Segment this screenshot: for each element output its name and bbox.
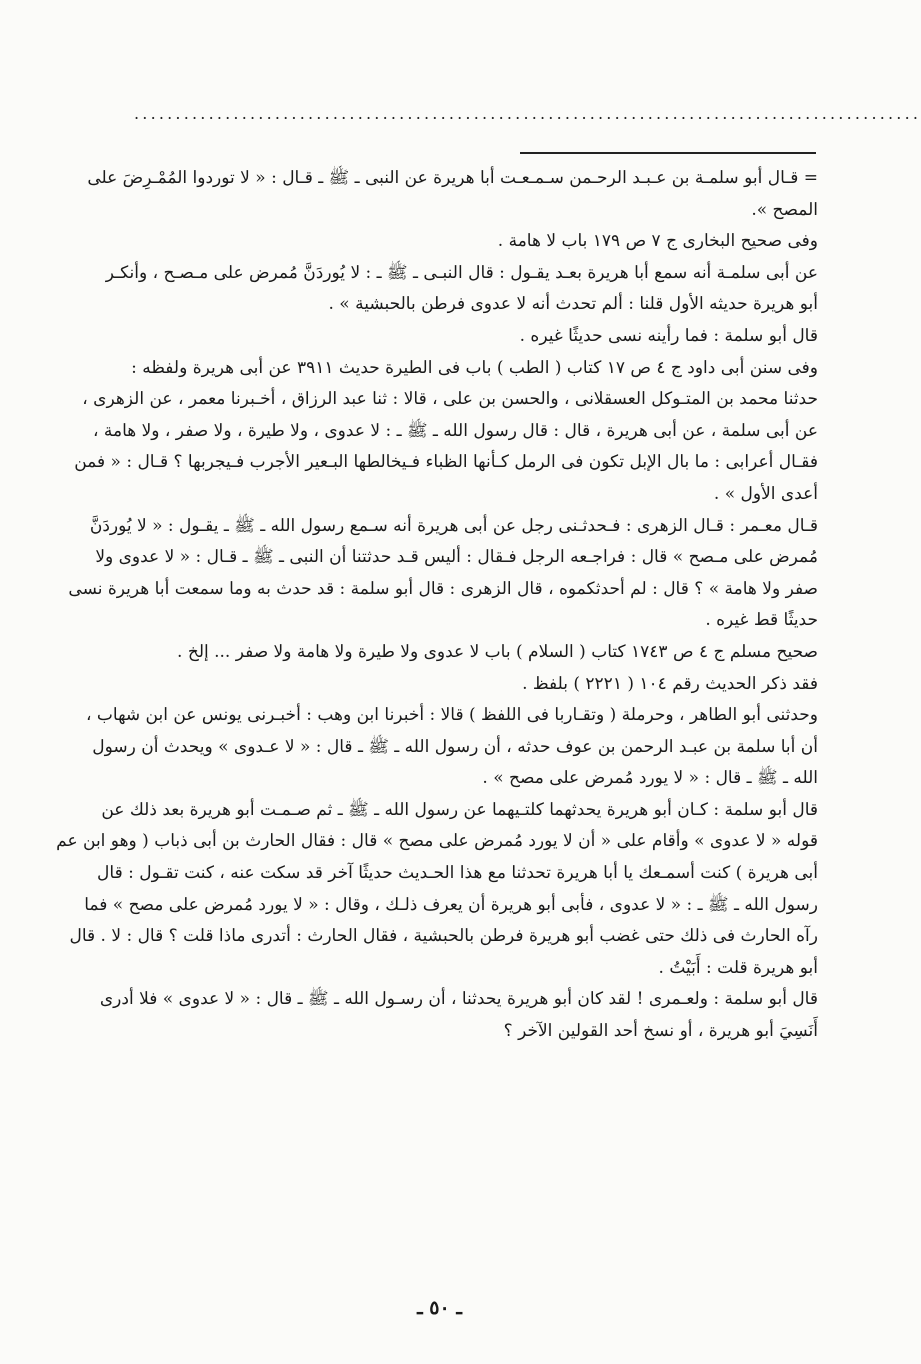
text-line: عن أبى سلمة ، عن أبى هريرة ، قال : قال رسول الله ـ ﷺ ـ : لا عدوى ، ولا طيرة ، ولا صفر ، ولا هامة ، <box>92 420 818 441</box>
text-line: مُمرض على مـصح » قال : فراجـعه الرجل فـقال : أليس قـد حدثتنا أن النبى ـ ﷺ ـ قـال : « لا عدوى ولا <box>95 547 818 568</box>
text-line: قال أبو سلمة : فما رأينه نسى حديثًا غيره . <box>519 325 818 346</box>
text-line: وحدثنى أبو الطاهر ، وحرملة ( وتقـاربا فى اللفظ ) قالا : أخبرنا ابن وهب : أخبـرنى يونس عن ابن شهاب ، <box>86 705 818 726</box>
text-line: فقـال أعرابى : ما بال الإبل تكون فى الرمل كـأنها الظباء فـيخالطها البـعير الأجرب فـيجربها ؟ قـال : « فمن <box>74 452 818 473</box>
text-line: المصح ». <box>751 199 818 220</box>
text-line: حدثنا محمد بن المتـوكل العسقلانى ، والحسن بن على ، قالا : ثنا عبد الرزاق ، أخـبرنا معمر ، عن الزهرى ، <box>82 389 818 410</box>
text-line: أعدى الأول » . <box>713 483 818 504</box>
text-line: فقد ذكر الحديث رقم ١٠٤ ( ٢٢٢١ ) بلفظ . <box>522 673 818 694</box>
text-line: حديثًا قط غيره . <box>705 610 818 631</box>
text-line: أبى هريرة ) كنت أسمـعك يا أبا هريرة تحدثنا مع هذا الحـديث حديثًا آخر قد سكت عنه ، كنت تقـول : قال <box>97 863 818 884</box>
text-line: رسول الله ـ ﷺ ـ : « لا عدوى ، فأبى أبو هريرة أن يعرف ذلـك ، وقال : « لا يورد مُمرض على مصح » فما <box>84 894 818 915</box>
text-line: رآه الحارث فى ذلك حتى غضب أبو هريرة فرطن بالحبشية ، فقال الحارث : أتدرى ماذا قلت ؟ قال : لا . قال <box>69 926 818 947</box>
text-line: أَنَسِيَ أبو هريرة ، أو نسخ أحد القولين الآخر ؟ <box>503 1021 818 1042</box>
text-line: صحيح مسلم ج ٤ ص ١٧٤٣ كتاب ( السلام ) باب لا عدوى ولا طيرة ولا هامة ولا صفر ... إلخ . <box>177 641 818 662</box>
text-line: = قـال أبو سلمـة بن عـبـد الرحـمن سـمـعـت أبا هريرة عن النبى ـ ﷺ ـ قـال : « لا توردوا المُمْـرِضَ على <box>87 168 818 188</box>
text-line: قوله « لا عدوى » وأقام على « أن لا يورد مُمرض على مصح » قال : فقال الحارث بن أبى ذباب ( وهو ابن عم <box>56 831 818 852</box>
page-number: ـ ٥٠ ـ <box>417 1297 462 1319</box>
footnote-rule <box>520 152 816 154</box>
text-line: صفر ولا هامة » ؟ قال : لم أحدثكموه ، قال الزهرى : قال أبو سلمة : قد حدث به وما سمعت أبا هريرة نسى <box>68 578 818 599</box>
text-line: أبو هريرة حديثه الأول قلنا : ألم تحدث أنه لا عدوى فرطن بالحبشية » . <box>328 294 818 315</box>
text-line: قال أبو سلمة : كـان أبو هريرة يحدثهما كلتـيهما عن رسول الله ـ ﷺ ـ ثم صـمـت أبو هريرة بعد ذلك عن <box>101 799 818 820</box>
footnote-text <box>50 163 818 1048</box>
text-line: عن أبى سلمـة أنه سمع أبا هريرة بعـد يقـول : قال النبـى ـ ﷺ ـ : لا يُوردَنَّ مُمرض على مـصـح ، وأنكـر <box>105 262 818 283</box>
text-line: قال أبو سلمة : ولعـمرى ! لقد كان أبو هريرة يحدثنا ، أن رسـول الله ـ ﷺ ـ قال : « لا عدوى » فلا أدرى <box>99 989 818 1010</box>
text-line: وفى سنن أبى داود ج ٤ ص ١٧ كتاب ( الطب ) باب فى الطيرة حديث ٣٩١١ عن أبى هريرة ولفظه : <box>131 357 818 378</box>
text-line: قـال معـمر : قـال الزهرى : فـحدثـنى رجل عن أبى هريرة أنه سـمع رسول الله ـ ﷺ ـ يقـول : « لا يُوردَنَّ <box>89 515 818 536</box>
separator-dots: ............................................................................................... <box>134 104 921 123</box>
text-line: أن أبا سلمة بن عبـد الرحمن بن عوف حدثه ، أن رسول الله ـ ﷺ ـ قال : « لا عـدوى » ويحدث أن رسول <box>92 736 818 757</box>
text-line: الله ـ ﷺ ـ قال : « لا يورد مُمرض على مصح » . <box>482 768 818 789</box>
text-line: وفى صحيح البخارى ج ٧ ص ١٧٩ باب لا هامة . <box>497 231 818 252</box>
text-line: أبو هريرة قلت : أَبَيْتُ . <box>658 957 818 978</box>
